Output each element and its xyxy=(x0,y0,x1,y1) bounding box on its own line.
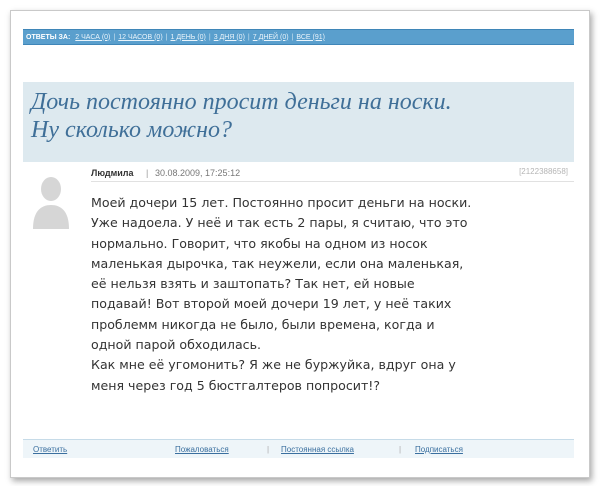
permalink-link[interactable]: Постоянная ссылка xyxy=(281,445,354,454)
post-title-line-1: Дочь постоянно просит деньги на носки. xyxy=(31,89,452,115)
post-title xyxy=(31,88,571,144)
filter-12-hours[interactable]: 12 ЧАСОВ (0) xyxy=(118,33,163,41)
post-body-line: проблемм никогда не было, были времена, когда и xyxy=(91,316,435,332)
screenshot-frame xyxy=(10,10,590,478)
post-body xyxy=(91,193,571,396)
filter-1-day[interactable]: 1 ДЕНЬ (0) xyxy=(170,33,206,41)
post-body-line: её нельзя взять и заштопать? Так нет, ей новые xyxy=(91,276,415,292)
post-date: 30.08.2009, 17:25:12 xyxy=(155,168,241,178)
post-actions-bar: Ответить Пожаловаться | Постоянная ссылка | Подписаться xyxy=(23,439,574,458)
post-body-line: меня через год 5 бюстгалтеров попросит!? xyxy=(91,377,381,393)
post-body-line: подавай! Вот второй моей дочери 19 лет, у неё таких xyxy=(91,296,452,312)
header-divider xyxy=(91,181,574,182)
author-separator: | xyxy=(146,168,149,178)
answers-filter-bar: ОТВЕТЫ ЗА: 2 ЧАСА (0) | 12 ЧАСОВ (0) | 1 ДЕНЬ (0) | 3 ДНЯ (0) | 7 ДНЕЙ (0) | ВСЕ (91) xyxy=(23,29,574,45)
filter-2-hours[interactable]: 2 ЧАСА (0) xyxy=(75,33,111,41)
complain-link[interactable]: Пожаловаться xyxy=(175,445,229,454)
subscribe-link[interactable]: Подписаться xyxy=(415,445,463,454)
avatar-placeholder-icon xyxy=(29,173,73,229)
post-body-line: Как мне её угомонить? Я же не буржуйка, вдруг она у xyxy=(91,357,456,373)
post-title-line-2: Ну сколько можно? xyxy=(31,117,232,143)
post-title-box xyxy=(23,82,574,162)
reply-link[interactable]: Ответить xyxy=(33,445,68,454)
filter-label: ОТВЕТЫ ЗА: xyxy=(26,33,71,41)
post-body-line: маленькая дырочка, так неужели, если она маленькая, xyxy=(91,255,464,271)
filter-7-days[interactable]: 7 ДНЕЙ (0) xyxy=(252,33,289,41)
filter-3-days[interactable]: 3 ДНЯ (0) xyxy=(213,33,245,41)
author-name[interactable]: Людмила xyxy=(91,168,134,178)
post-body-line: одной парой обходилась. xyxy=(91,337,262,353)
post-body-line: Моей дочери 15 лет. Постоянно просит деньги на носки. xyxy=(91,195,472,210)
post-id: [2122388658] xyxy=(519,167,568,176)
post-body-line: нормально. Говорит, что якобы на одном из носок xyxy=(91,235,428,251)
forum-post xyxy=(23,27,574,463)
filter-all[interactable]: ВСЕ (91) xyxy=(296,33,325,41)
post-body-line: Уже надоела. У неё и так есть 2 пары, я считаю, что это xyxy=(91,215,468,231)
